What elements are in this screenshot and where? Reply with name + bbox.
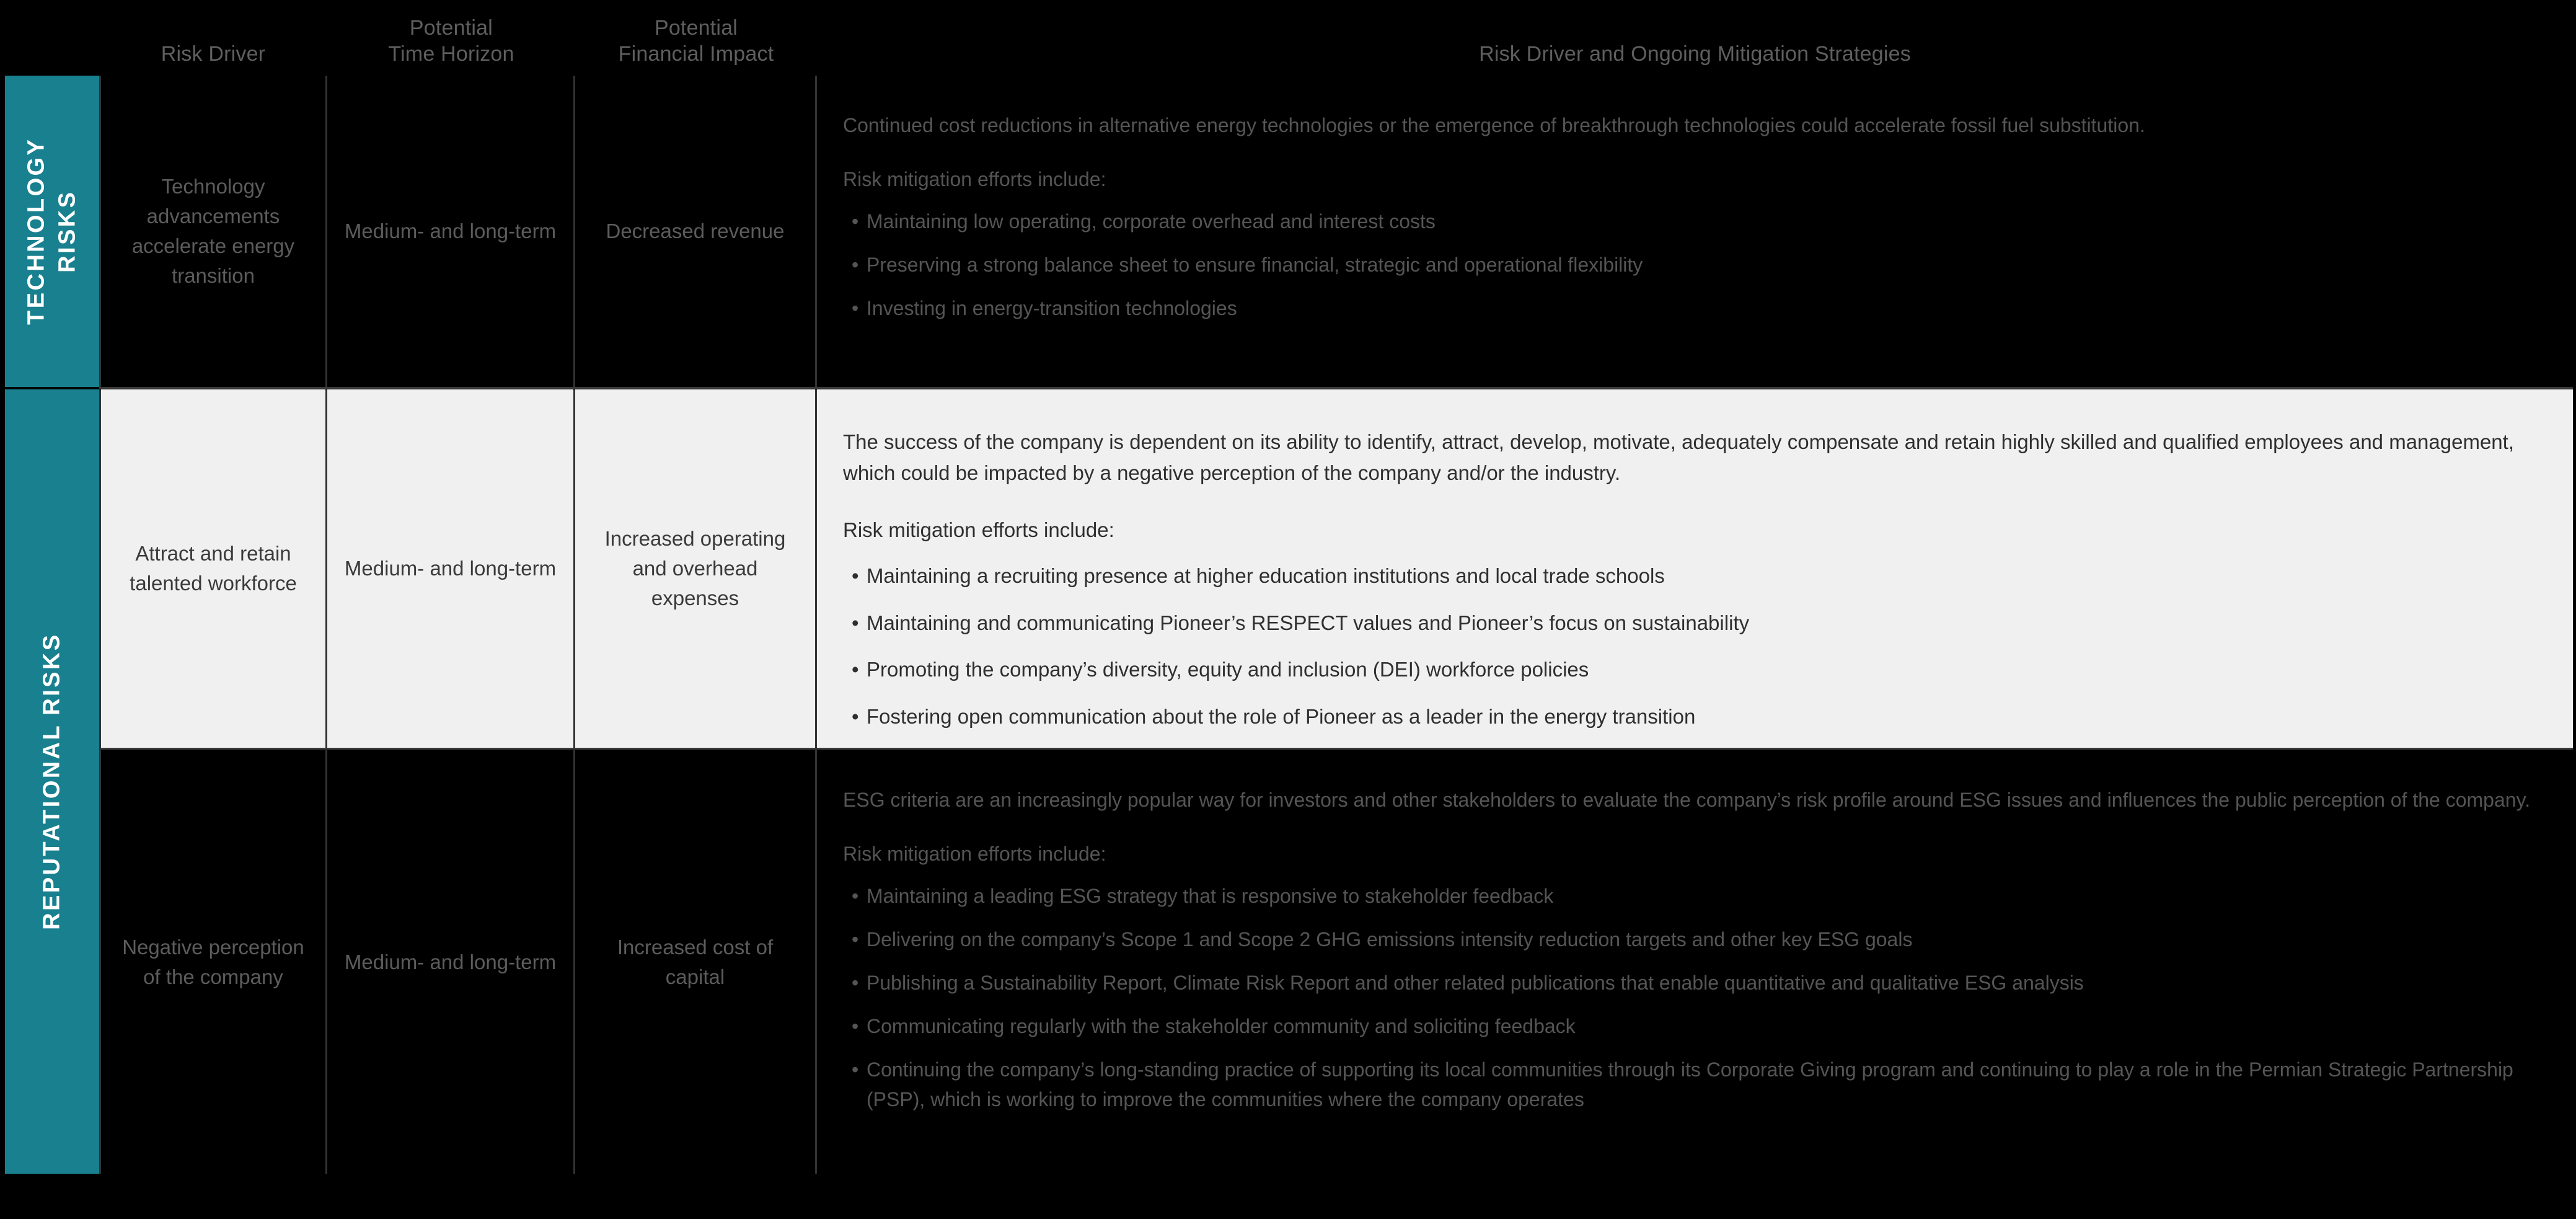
mitigation-lead: Risk mitigation efforts include: (843, 842, 1106, 865)
cell-financial-impact: Increased cost of capital (575, 750, 817, 1174)
cell-risk-driver: Attract and retain talented workforce (99, 389, 327, 748)
cell-time-horizon: Medium- and long-term (327, 750, 575, 1174)
list-item: • Investing in energy-transition technologies (843, 293, 2547, 323)
mitigation-bullet-list (843, 561, 2547, 732)
header-mitigation-strategies (817, 0, 2573, 76)
mitigation-lead: Risk mitigation efforts include: (843, 518, 1114, 542)
list-item: • Fostering open communication about the role of Pioneer as a leader in the energy transition (843, 701, 2547, 732)
cell-financial-impact: Increased operating and overhead expenses (575, 389, 817, 748)
mitigation-lead: Risk mitigation efforts include: (843, 167, 1106, 190)
table-row (5, 750, 2573, 1174)
header-risk-driver (99, 0, 327, 76)
mitigation-bullet-list (843, 881, 2547, 1114)
row-divider (99, 387, 2573, 389)
list-item: • Publishing a Sustainability Report, Climate Risk Report and other related publications that enable quantitative and qualitative ESG analysis (843, 968, 2547, 998)
cell-time-horizon: Medium- and long-term (327, 389, 575, 748)
header-financial-impact-line1: Potential (654, 16, 738, 40)
risk-description: The success of the company is dependent on its ability to identify, attract, develop, motivate, adequately compensate and retain highly skilled and qualified employees and management, which could be impacted by a negative perception of the company and/or the industry. (843, 430, 2514, 485)
header-financial-impact (575, 0, 817, 76)
cell-financial-impact: Decreased revenue (575, 76, 817, 387)
list-item: • Maintaining and communicating Pioneer’s RESPECT values and Pioneer’s focus on sustainability (843, 608, 2547, 639)
table-row (5, 76, 2573, 387)
header-risk-driver-label: Risk Driver (161, 42, 266, 66)
list-item: • Communicating regularly with the stakeholder community and soliciting feedback (843, 1011, 2547, 1041)
header-time-horizon (327, 0, 575, 76)
risk-table (5, 76, 2573, 1174)
footer-band (0, 1174, 2576, 1219)
list-item: • Promoting the company’s diversity, equity and inclusion (DEI) workforce policies (843, 654, 2547, 685)
header-time-horizon-line2: Time Horizon (388, 42, 514, 66)
category-label-technology-risks: TECHNOLOGY RISKS (23, 137, 81, 325)
cell-mitigation (817, 389, 2573, 748)
header-financial-impact-line2: Financial Impact (618, 42, 774, 66)
list-item: • Maintaining low operating, corporate overhead and interest costs (843, 206, 2547, 236)
table-header (0, 0, 2576, 76)
list-item: • Continuing the company’s long-standing practice of supporting its local communities through its Corporate Giving program and continuing to play a role in the Permian Strategic Partnership (PSP), which is working to improve the communities where the company operates (843, 1055, 2547, 1114)
risk-description: ESG criteria are an increasingly popular way for investors and other stakeholders to evaluate the company’s risk profile around ESG issues and influences the public perception of the company. (843, 789, 2531, 811)
header-time-horizon-line1: Potential (409, 16, 493, 40)
cell-time-horizon: Medium- and long-term (327, 76, 575, 387)
risk-description: Continued cost reductions in alternative energy technologies or the emergence of breakthrough technologies could accelerate fossil fuel substitution. (843, 114, 2145, 136)
list-item: • Delivering on the company’s Scope 1 and Scope 2 GHG emissions intensity reduction targets and other key ESG goals (843, 924, 2547, 954)
mitigation-bullet-list (843, 206, 2547, 323)
category-label-reputational-risks: REPUTATIONAL RISKS (38, 632, 65, 931)
cell-risk-driver: Technology advancements accelerate energy transition (99, 76, 327, 387)
list-item: • Maintaining a recruiting presence at higher education institutions and local trade schools (843, 561, 2547, 592)
cell-mitigation (817, 750, 2573, 1174)
cell-risk-driver: Negative perception of the company (99, 750, 327, 1174)
header-mitigation-label: Risk Driver and Ongoing Mitigation Strategies (1479, 42, 1911, 66)
table-row (5, 389, 2573, 748)
list-item: • Preserving a strong balance sheet to ensure financial, strategic and operational flexibility (843, 250, 2547, 280)
list-item: • Maintaining a leading ESG strategy that is responsive to stakeholder feedback (843, 881, 2547, 911)
cell-mitigation (817, 76, 2573, 387)
row-divider (99, 748, 2573, 750)
